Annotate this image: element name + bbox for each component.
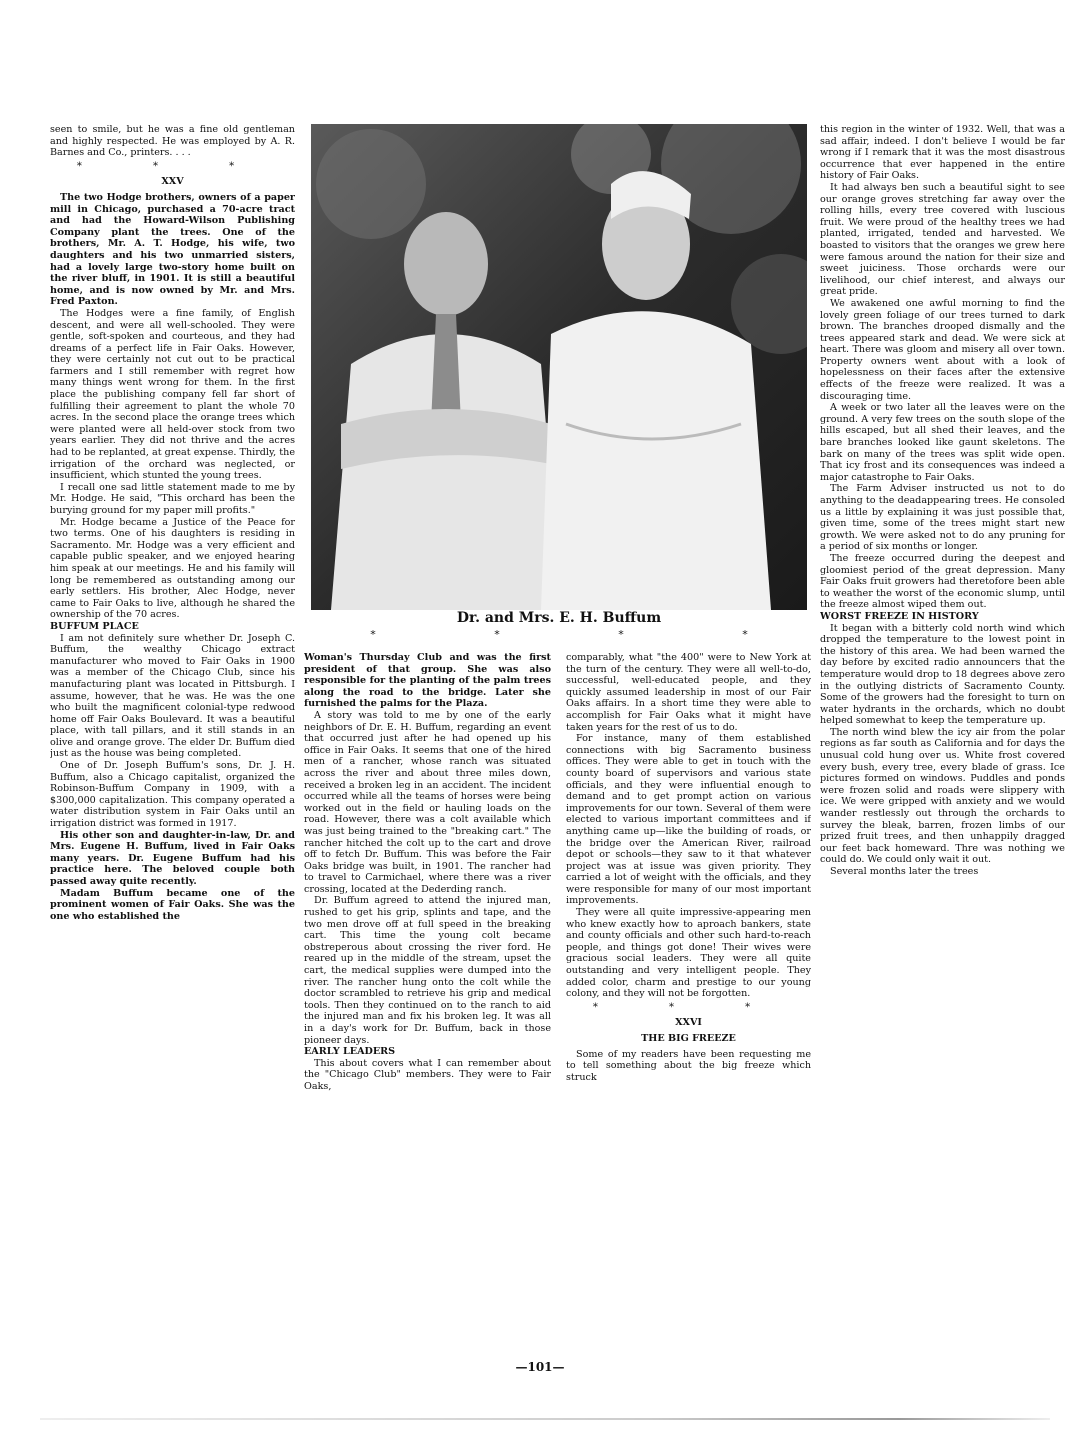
paragraph: His other son and daughter-in-law, Dr. and Mrs. Eugene H. Buffum, lived in Fair Oaks many years. Dr. Eugene Buffum had his practice here. The beloved couple both passed away quite recently. [50, 829, 295, 887]
paragraph-lead: The two Hodge brothers, owners of a paper mill in Chicago, purchased a 70-acre tract and had the Howard-Wilson Publishing Company plant the trees. One of the brothers, Mr. A. T. Hodge, his wife, two daughters and his two unmarried sisters, had a lovely large two-story home built on the river bluff, in 1901. It is still a beautiful home, and is now owned by Mr. and Mrs. Fred Paxton. [50, 191, 295, 308]
paragraph: For instance, many of them established connections with big Sacramento business offices. They were able to get in touch with the county board of supervisors and various state officials, and they were influential enough to demand and to get prompt action on various improvements for our town. Several of them were elected to various important committees and if anything came up—like the building of roads, or the bridge over the American River, railroad depot or schools—they saw to it that whatever project was at issue was given priority. They carried a lot of weight with the officials, and they were responsible for many of our most important improvements. [566, 733, 811, 907]
paragraph: Mr. Hodge became a Justice of the Peace for two terms. One of his daughters is residing in Sacramento. Mr. Hodge was a very efficient and capable public speaker, and we enjoyed hearing him speak at our meetings. He and his family will long be remembered as outstanding among our early settlers. His brother, Alec Hodge, never came to Fair Oaks to live, although he shared the ownership of the 70 acres. [50, 516, 295, 621]
column-1 [50, 124, 295, 1354]
paragraph: The Hodges were a fine family, of English descent, and were all well-schooled. They were gentle, soft-spoken and courteous, and they had dreams of a perfect life in Fair Oaks. However, they were certainly not cut out to be practical farmers and I still remember with regret how many things went wrong for them. In the first place the publishing company fell far short of fulfilling their agreement to plant the whole 70 acres. In the second place the orange trees which were planted were all held-over stock from two years earlier. They did not thrive and the acres had to be replanted, at great expense. Thirdly, the irrigation of the orchard was neglected, or insufficient, which stunted the young trees. [50, 307, 295, 482]
paragraph: This about covers what I can remember about the "Chicago Club" members. They were to Fair Oaks, [304, 1057, 551, 1092]
section-title: THE BIG FREEZE [641, 1033, 736, 1044]
paragraph: seen to smile, but he was a fine old gentleman and highly respected. He was employed by A. R. Barnes and Co., printers. . . . [50, 124, 295, 159]
photo-caption: Dr. and Mrs. E. H. Buffum [456, 610, 662, 626]
star: * [618, 628, 624, 641]
star: * [370, 628, 376, 641]
buffum-photo [311, 124, 807, 610]
section-divider: * * * [592, 1001, 785, 1013]
section-number: XXV [161, 176, 184, 188]
paragraph: It began with a bitterly cold north wind which dropped the temperature to the lowest point in the history of this area. We had been warned the day before by excited radio announcers that the temperature would drop to 18 degrees above zero in the outlying districts of Sacramento County. Some of the growers had the foresight to turn on water hydrants in the orchards, which no doubt helped somewhat to keep the temperature up. [820, 622, 1065, 727]
paragraph: The freeze occurred during the deepest and gloomiest period of the great depression. Many Fair Oaks fruit growers had theretofore been able to weather the worst of the economic slump, until the freeze almost wiped them out. [820, 552, 1065, 611]
subheading: EARLY LEADERS [304, 1046, 396, 1058]
column-4 [820, 124, 1065, 1364]
paragraph: Madam Buffum became one of the prominent women of Fair Oaks. She was the one who established the [50, 887, 295, 922]
star: * [494, 628, 500, 641]
column-2 [304, 652, 551, 1357]
paragraph: They were all quite impressive-appearing men who knew exactly how to aproach bankers, state and county officials and other such hard-to-reach people, and things got done! Their wives were gracious social leaders. They were all quite outstanding and very intelligent people. They added color, charm and prestige to our young colony, and they will not be forgotten. [566, 907, 811, 1000]
paragraph: comparably, what "the 400" were to New York at the turn of the century. They were all well-to-do, successful, well-educated people, and they quickly assumed leadership in most of our Fair Oaks affairs. In a short time they were able to accomplish for Fair Oaks what it might have taken years for the rest of us to do. [566, 652, 811, 733]
paragraph: The Farm Adviser instructed us not to do anything to the deadappearing trees. He consoled us a little by explaining it was just possible that, given time, some of the trees might start new growth. We were asked not to do any pruning for a period of six months or longer. [820, 483, 1065, 553]
subheading: WORST FREEZE IN HISTORY [820, 610, 979, 622]
paragraph: Several months later the trees [830, 866, 979, 877]
scan-edge-divider [40, 1418, 1050, 1420]
paragraph: A week or two later all the leaves were on the ground. A very few trees on the south slope of the hills escaped, but all shed their leaves, and the bare branches looked like gaunt skeletons. The bark on many of the trees was split wide open. That icy frost and its consequences was indeed a major catastrophe to Fair Oaks. [820, 402, 1065, 483]
section-number: XXVI [675, 1017, 702, 1029]
star: * [742, 628, 748, 641]
paragraph: this region in the winter of 1932. Well, that was a sad affair, indeed. I don't believe I would be far wrong if I remark that it was the most disastrous occurrence that ever happened in the entire history of Fair Oaks. [820, 124, 1065, 182]
paragraph: Some of my readers have been requesting me to tell something about the big freeze which struck [566, 1048, 811, 1083]
paragraph: It had always ben such a beautiful sight to see our orange groves stretching far away over the rolling hills, every tree covered with luscious fruit. We were proud of the healthy trees we had planted, irrigated, tended and harvested. We boasted to visitors that the oranges we grew here were famous around the nation for their size and sweet juiciness. Those orchards were our livelihood, our chief interest, and always our great pride. [820, 181, 1065, 298]
paragraph: The north wind blew the icy air from the polar regions as far south as California and for days the unusual cold hung over us. White frost covered every bush, every tree, every blade of grass. Ice pictures formed on windows. Puddles and ponds were frozen solid and roads were slippery with ice. We were gripped with anxiety and we would wander restlessly out through the orchards to survey the bleak, barren, frozen limbs of our prized fruit trees, and then unhappily dragged our feet back homeward. Thre was nothing we could do. We could only wait it out. [820, 726, 1065, 866]
paragraph: I am not definitely sure whether Dr. Joseph C. Buffum, the wealthy Chicago extract manufacturer who moved to Fair Oaks in 1900 was a member of the Chicago Club, since his manufacturing plant was located in Pittsburgh. I assume, however, that he was. He was the one who built the magnificent colonial-type redwood home off Fair Oaks Boulevard. It was a beautiful place, with tall pillars, and it still stands in an olive and orange grove. The elder Dr. Buffum died just as the house was being completed. [50, 632, 295, 760]
caption-divider [311, 628, 807, 641]
paragraph: Dr. Buffum agreed to attend the injured man, rushed to get his grip, splints and tape, and the two men drove off at full speed in the breaking cart. This time the young colt became obstreperous about crossing the river ford. He reared up in the middle of the stream, upset the cart, the medical supplies were dumped into the river. The rancher hung onto the colt while the doctor scrambled to retrieve his grip and medical tools. Then they continued on to the ranch to aid the injured man and fix his broken leg. It was all in a day's work for Dr. Buffum, back in those pioneer days. [304, 895, 551, 1046]
subheading: BUFFUM PLACE [50, 620, 139, 632]
paragraph: We awakened one awful morning to find the lovely green foliage of our trees turned to dark brown. The branches drooped dismally and the trees appeared stark and dead. We were sick at heart. There was gloom and misery all over town. Property owners went about with a look of hopelessness on their faces after the extensive effects of the freeze were realized. It was a discouraging time. [820, 297, 1065, 402]
photo-image [311, 124, 807, 610]
section-divider: * * * [76, 160, 269, 172]
page-number: —101— [515, 1360, 565, 1374]
column-3 [566, 652, 811, 1357]
paragraph: One of Dr. Joseph Buffum's sons, Dr. J. H. Buffum, also a Chicago capitalist, organized the Robinson-Buffum Company in 1909, with a $300,000 capitalization. This company operated a water distribution system in Fair Oaks until an irrigation district was formed in 1917. [50, 760, 295, 830]
paragraph: A story was told to me by one of the early neighbors of Dr. E. H. Buffum, regarding an event that occurred just after he had opened up his office in Fair Oaks. It seems that one of the hired men of a rancher, whose ranch was situated across the river and about three miles down, received a broken leg in an accident. The incident occurred while all the teams of horses were being worked out in the field or hauling loads on the road. However, there was a colt available which was just being trained to the "breaking cart." The rancher hitched the colt up to the cart and drove off to fetch Dr. Buffum. This was before the Fair Oaks bridge was built, in 1901. The rancher had to travel to Carmichael, where there was a river crossing, located at the Dederding ranch. [304, 709, 551, 895]
paragraph: Woman's Thursday Club and was the first president of that group. She was also responsible for the planting of the palm trees along the road to the bridge. Later she furnished the palms for the Plaza. [304, 652, 551, 710]
paragraph: I recall one sad little statement made to me by Mr. Hodge. He said, "This orchard has been the burying ground for my paper mill profits." [50, 481, 295, 516]
